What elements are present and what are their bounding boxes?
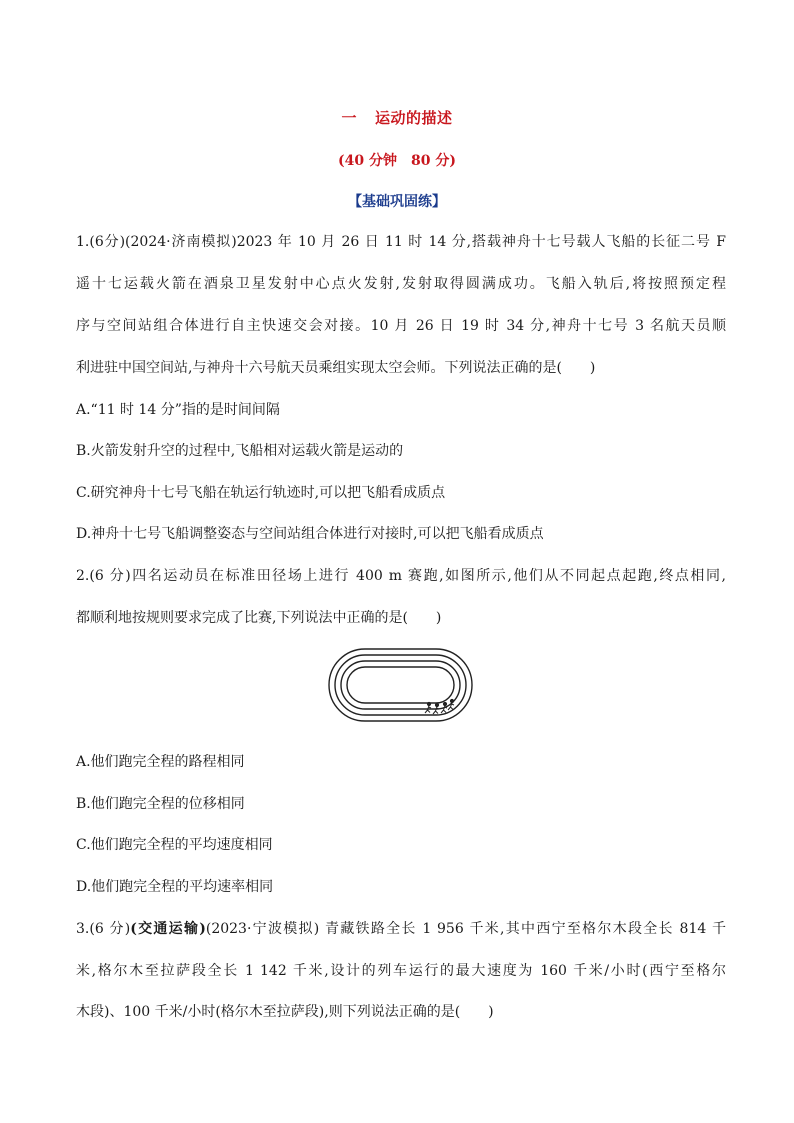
q3-line-3: 木段)、100 千米/小时(格尔木至拉萨段),则下列说法正确的是( ) [76,1004,494,1020]
q2-option-b: B.他们跑完全程的位移相同 [76,796,245,812]
section-heading: 【基础巩固练】 [348,194,446,210]
q3-topic-tag: (交通运输) [130,921,206,937]
q1-line-3: 序与空间站组合体进行自主快速交会对接。10 月 26 日 19 时 34 分,神舟十七号 3 名航天员顺 [76,318,726,334]
q3-prefix: 3.(6 分) [76,921,131,937]
q1-line-4: 利进驻中国空间站,与神舟十六号航天员乘组实现太空会师。下列说法正确的是( ) [76,360,596,376]
score-info: 80 分) [411,153,456,169]
title-text: 运动的描述 [375,109,453,127]
time-info: (40 分钟 [338,153,397,169]
q2-line-2: 都顺利地按规则要求完成了比赛,下列说法中正确的是( ) [76,610,442,626]
title-number: 一 [341,109,357,127]
q2-line-1: 2.(6 分)四名运动员在标准田径场上进行 400 m 赛跑,如图所示,他们从不同起点起跑,终点相同, [76,568,726,584]
q3-line-1-rest: (2023·宁波模拟) 青藏铁路全长 1 956 千米,其中西宁至格尔木段全长 814 千 [205,921,727,937]
time-score-info [0,150,794,170]
track-lane-4 [347,667,454,703]
q1-option-b: B.火箭发射升空的过程中,飞船相对运载火箭是运动的 [76,443,404,459]
runner-1 [425,702,431,713]
q1-line-1: 1.(6分)(2024·济南模拟)2023 年 10 月 26 日 11 时 14 分,搭载神舟十七号载人飞船的长征二号 F [76,234,726,250]
q2-option-c: C.他们跑完全程的平均速度相同 [76,837,273,853]
running-track-figure [328,648,473,722]
q1-option-a: A.“11 时 14 分”指的是时间间隔 [76,402,280,418]
track-lane-1 [329,649,472,721]
q3-line-2: 米,格尔木至拉萨段全长 1 142 千米,设计的列车运行的最大速度为 160 千米/小时(西宁至格尔 [76,963,726,979]
q2-option-d: D.他们跑完全程的平均速率相同 [76,879,274,895]
q1-option-c: C.研究神舟十七号飞船在轨运行轨迹时,可以把飞船看成质点 [76,485,446,501]
page-title [0,107,794,128]
q2-option-a: A.他们跑完全程的路程相同 [76,754,245,770]
q1-line-2: 遥十七运载火箭在酒泉卫星发射中心点火发射,发射取得圆满成功。飞船入轨后,将按照预定程 [76,276,726,292]
q1-option-d: D.神舟十七号飞船调整姿态与空间站组合体进行对接时,可以把飞船看成质点 [76,526,544,542]
q3-line-1 [76,919,726,939]
